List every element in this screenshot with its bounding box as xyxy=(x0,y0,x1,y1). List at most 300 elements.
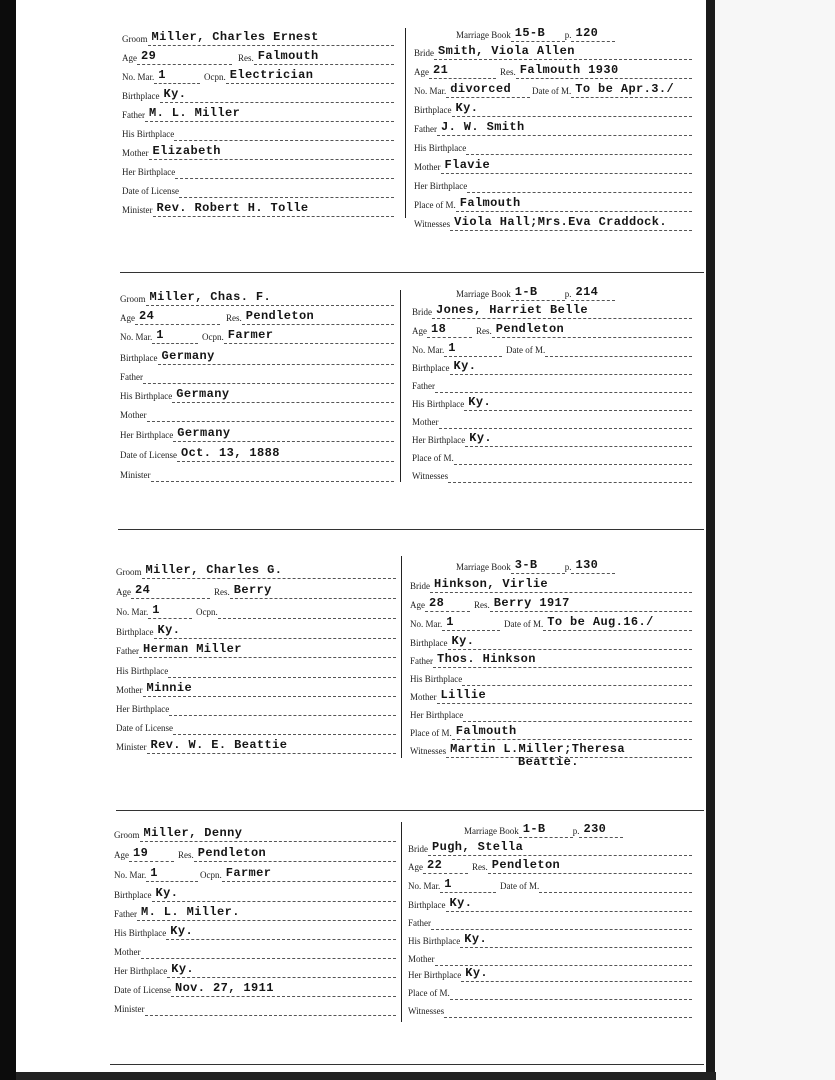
column-divider xyxy=(400,290,401,482)
res-label: Res. xyxy=(178,850,194,860)
groom-her-birthplace: Germany xyxy=(173,426,394,442)
groom-res: Pendleton xyxy=(242,309,394,325)
bride-res: Falmouth 1930 xyxy=(516,63,692,79)
no-mar-label: No. Mar. xyxy=(412,345,445,355)
bride-mother xyxy=(439,413,693,429)
groom-date-of-license: Oct. 13, 1888 xyxy=(177,446,394,462)
groom-label: Groom xyxy=(114,830,140,840)
mother-field xyxy=(410,688,692,704)
marriage-book-field xyxy=(464,822,623,838)
bride-name: Smith, Viola Allen xyxy=(434,44,692,60)
age-label: Age xyxy=(410,600,425,610)
age-label: Age xyxy=(120,313,135,323)
his-birthplace-field xyxy=(114,924,396,940)
father-field xyxy=(122,106,394,122)
bride-name: Jones, Harriet Belle xyxy=(432,303,692,319)
bride-label: Bride xyxy=(414,48,434,58)
bride-no-mar: 1 xyxy=(444,341,502,357)
date-of-license-field xyxy=(122,182,394,198)
age-label: Age xyxy=(414,67,429,77)
father-label: Father xyxy=(414,124,437,134)
marriage-book-label: Marriage Book xyxy=(456,289,511,299)
mother-label: Mother xyxy=(408,954,435,964)
father-label: Father xyxy=(116,646,139,656)
minister-label: Minister xyxy=(120,470,151,480)
witnesses-label: Witnesses xyxy=(414,219,451,229)
his-birthplace-label: His Birthplace xyxy=(116,666,169,676)
marriage-book-page: 120 xyxy=(571,26,615,42)
bride-her-birthplace: Ky. xyxy=(465,431,692,447)
his-birthplace-field xyxy=(120,387,394,403)
groom-no-mar: 1 xyxy=(146,866,198,882)
his-birthplace-label: His Birthplace xyxy=(122,129,175,139)
date-of-m-label: Date of M. xyxy=(532,86,572,96)
bride-field xyxy=(414,44,692,60)
birthplace-field xyxy=(408,896,692,912)
groom-no-mar: 1 xyxy=(148,603,192,619)
bride-age: 21 xyxy=(429,63,496,79)
column-divider xyxy=(401,822,402,1022)
scan-right-margin xyxy=(715,0,835,1080)
res-field xyxy=(500,63,692,79)
scan-edge-right xyxy=(706,0,715,1080)
birthplace-label: Birthplace xyxy=(116,627,154,637)
age-label: Age xyxy=(412,326,427,336)
father-label: Father xyxy=(412,381,435,391)
groom-date-of-license: Nov. 27, 1911 xyxy=(171,981,396,997)
father-field xyxy=(414,120,692,136)
groom-mother: Elizabeth xyxy=(149,144,395,160)
groom-date-of-license xyxy=(179,182,394,198)
card-divider xyxy=(116,810,704,811)
res-label: Res. xyxy=(214,587,230,597)
his-birthplace-label: His Birthplace xyxy=(414,143,467,153)
bride-res: Berry 1917 xyxy=(490,596,692,612)
no-mar-field xyxy=(120,328,198,344)
date-of-m-label: Date of M. xyxy=(504,619,544,629)
groom-mother xyxy=(147,406,395,422)
groom-minister xyxy=(151,466,395,482)
mother-label: Mother xyxy=(120,410,147,420)
groom-father xyxy=(143,368,394,384)
bride-mother xyxy=(435,950,693,966)
witnesses-label: Witnesses xyxy=(410,746,447,756)
place-of-m-label: Place of M. xyxy=(408,988,450,998)
groom-her-birthplace xyxy=(169,700,396,716)
her-birthplace-field xyxy=(412,431,692,447)
age-label: Age xyxy=(122,53,137,63)
age-field xyxy=(122,49,232,65)
page-label: p. xyxy=(564,562,572,572)
groom-his-birthplace: Germany xyxy=(172,387,394,403)
res-field xyxy=(214,583,396,599)
no-mar-field xyxy=(408,877,496,893)
date-of-m-label: Date of M. xyxy=(500,881,540,891)
age-field xyxy=(410,596,470,612)
bride-witnesses xyxy=(444,1002,692,1018)
bride-date-of-m: To be Aug.16./ xyxy=(543,615,692,631)
groom-field xyxy=(116,563,396,579)
mother-label: Mother xyxy=(412,417,439,427)
no-mar-label: No. Mar. xyxy=(116,607,149,617)
age-field xyxy=(408,858,468,874)
bride-age: 22 xyxy=(423,858,468,874)
minister-field xyxy=(120,466,394,482)
her-birthplace-field xyxy=(120,426,394,442)
res-field xyxy=(474,596,692,612)
res-label: Res. xyxy=(238,53,254,63)
place-of-m-field xyxy=(414,196,692,212)
bride-place-of-m xyxy=(454,449,692,465)
date-of-m-field xyxy=(506,341,692,357)
witnesses-field xyxy=(408,1002,692,1018)
groom-label: Groom xyxy=(122,34,148,44)
birthplace-label: Birthplace xyxy=(114,890,152,900)
her-birthplace-field xyxy=(114,962,396,978)
groom-date-of-license xyxy=(173,719,396,735)
marriage-book-field xyxy=(456,26,615,42)
bride-res: Pendleton xyxy=(488,858,692,874)
age-label: Age xyxy=(116,587,131,597)
birthplace-field xyxy=(120,349,394,365)
no-mar-label: No. Mar. xyxy=(114,870,147,880)
bride-label: Bride xyxy=(412,307,432,317)
no-mar-field xyxy=(412,341,502,357)
minister-field xyxy=(122,201,394,217)
place-of-m-field xyxy=(408,984,692,1000)
her-birthplace-label: Her Birthplace xyxy=(122,167,176,177)
groom-label: Groom xyxy=(120,294,146,304)
groom-ocpn xyxy=(218,603,396,619)
no-mar-label: No. Mar. xyxy=(122,72,155,82)
bride-her-birthplace: Ky. xyxy=(461,966,692,982)
groom-father: Herman Miller xyxy=(139,642,396,658)
bride-no-mar: 1 xyxy=(440,877,496,893)
res-field xyxy=(238,49,394,65)
res-field xyxy=(226,309,394,325)
groom-res: Berry xyxy=(230,583,396,599)
father-field xyxy=(410,652,692,668)
minister-label: Minister xyxy=(114,1004,145,1014)
marriage-book-label: Marriage Book xyxy=(464,826,519,836)
age-field xyxy=(120,309,220,325)
bride-father: Thos. Hinkson xyxy=(433,652,692,668)
ocpn-label: Ocpn. xyxy=(200,870,222,880)
marriage-book-field xyxy=(456,558,615,574)
her-birthplace-label: Her Birthplace xyxy=(410,710,464,720)
res-field xyxy=(476,322,692,338)
her-birthplace-field xyxy=(122,163,394,179)
groom-field xyxy=(114,826,396,842)
groom-ocpn: Farmer xyxy=(224,328,394,344)
date-of-license-label: Date of License xyxy=(114,985,171,995)
his-birthplace-label: His Birthplace xyxy=(412,399,465,409)
groom-minister xyxy=(145,1000,397,1016)
groom-minister: Rev. Robert H. Tolle xyxy=(153,201,395,217)
place-of-m-field xyxy=(410,724,692,740)
res-label: Res. xyxy=(472,862,488,872)
bride-name: Hinkson, Virlie xyxy=(430,577,692,593)
birthplace-field xyxy=(412,359,692,375)
res-label: Res. xyxy=(500,67,516,77)
groom-ocpn: Farmer xyxy=(222,866,396,882)
page-label: p. xyxy=(572,826,580,836)
marriage-book-number: 3-B xyxy=(511,558,565,574)
his-birthplace-label: His Birthplace xyxy=(408,936,461,946)
groom-mother xyxy=(141,943,397,959)
marriage-book-number: 15-B xyxy=(511,26,565,42)
groom-field xyxy=(122,30,394,46)
mother-field xyxy=(120,406,394,422)
bride-res: Pendleton xyxy=(492,322,692,338)
father-label: Father xyxy=(122,110,145,120)
age-field xyxy=(116,583,210,599)
bride-no-mar: divorced xyxy=(446,82,530,98)
father-label: Father xyxy=(120,372,143,382)
age-label: Age xyxy=(408,862,423,872)
groom-ocpn: Electrician xyxy=(226,68,394,84)
mother-field xyxy=(408,950,692,966)
scan-edge-left xyxy=(0,0,16,1080)
ocpn-label: Ocpn. xyxy=(196,607,218,617)
bride-father xyxy=(435,377,692,393)
scan-edge-bottom xyxy=(16,1072,716,1080)
bride-witnesses: Martin L.Miller;Theresa xyxy=(446,742,692,758)
groom-no-mar: 1 xyxy=(154,68,200,84)
marriage-book-label: Marriage Book xyxy=(456,30,511,40)
no-mar-label: No. Mar. xyxy=(408,881,441,891)
birthplace-field xyxy=(114,886,396,902)
no-mar-field xyxy=(414,82,530,98)
bride-father xyxy=(431,914,692,930)
ocpn-field xyxy=(202,328,394,344)
no-mar-field xyxy=(410,615,500,631)
date-of-license-field xyxy=(116,719,396,735)
groom-father: M. L. Miller xyxy=(145,106,394,122)
bride-label: Bride xyxy=(408,844,428,854)
mother-label: Mother xyxy=(116,685,143,695)
date-of-license-field xyxy=(114,981,396,997)
witnesses-field xyxy=(412,467,692,483)
bride-date-of-m: To be Apr.3./ xyxy=(571,82,692,98)
date-of-m-field xyxy=(532,82,692,98)
father-label: Father xyxy=(114,909,137,919)
age-label: Age xyxy=(114,850,129,860)
father-field xyxy=(114,905,396,921)
page-label: p. xyxy=(564,289,572,299)
groom-her-birthplace xyxy=(175,163,394,179)
groom-age: 29 xyxy=(137,49,232,65)
marriage-book-field xyxy=(456,285,615,301)
ocpn-label: Ocpn. xyxy=(202,332,224,342)
her-birthplace-label: Her Birthplace xyxy=(414,181,468,191)
bride-date-of-m xyxy=(539,877,692,893)
mother-label: Mother xyxy=(414,162,441,172)
father-field xyxy=(116,642,396,658)
groom-birthplace: Germany xyxy=(158,349,395,365)
ocpn-label: Ocpn. xyxy=(204,72,226,82)
age-field xyxy=(414,63,496,79)
mother-field xyxy=(414,158,692,174)
mother-field xyxy=(116,681,396,697)
her-birthplace-field xyxy=(408,966,692,982)
ocpn-field xyxy=(196,603,396,619)
his-birthplace-label: His Birthplace xyxy=(410,674,463,684)
bride-his-birthplace: Ky. xyxy=(460,932,692,948)
her-birthplace-label: Her Birthplace xyxy=(412,435,466,445)
father-field xyxy=(120,368,394,384)
res-label: Res. xyxy=(226,313,242,323)
date-of-license-label: Date of License xyxy=(122,186,179,196)
bride-his-birthplace xyxy=(462,670,692,686)
bride-birthplace: Ky. xyxy=(448,634,693,650)
bride-label: Bride xyxy=(410,581,430,591)
groom-name: Miller, Chas. F. xyxy=(146,290,395,306)
card-divider xyxy=(110,1064,704,1065)
his-birthplace-label: His Birthplace xyxy=(120,391,173,401)
no-mar-label: No. Mar. xyxy=(414,86,447,96)
witnesses-label: Witnesses xyxy=(412,471,449,481)
ocpn-field xyxy=(200,866,396,882)
birthplace-label: Birthplace xyxy=(412,363,450,373)
bride-mother: Flavie xyxy=(441,158,693,174)
his-birthplace-field xyxy=(414,139,692,155)
date-of-license-field xyxy=(120,446,394,462)
mother-field xyxy=(114,943,396,959)
bride-place-of-m: Falmouth xyxy=(452,724,692,740)
father-label: Father xyxy=(410,656,433,666)
groom-label: Groom xyxy=(116,567,142,577)
groom-his-birthplace xyxy=(168,662,396,678)
father-label: Father xyxy=(408,918,431,928)
age-field xyxy=(412,322,472,338)
bride-place-of-m: Falmouth xyxy=(456,196,692,212)
groom-father: M. L. Miller. xyxy=(137,905,396,921)
birthplace-field xyxy=(410,634,692,650)
marriage-book-label: Marriage Book xyxy=(456,562,511,572)
no-mar-field xyxy=(116,603,192,619)
card-divider xyxy=(118,529,704,530)
bride-birthplace: Ky. xyxy=(446,896,693,912)
bride-his-birthplace xyxy=(466,139,692,155)
res-field xyxy=(178,846,396,862)
her-birthplace-label: Her Birthplace xyxy=(114,966,168,976)
bride-her-birthplace xyxy=(467,177,692,193)
his-birthplace-field xyxy=(116,662,396,678)
witnesses-label: Witnesses xyxy=(408,1006,445,1016)
groom-birthplace: Ky. xyxy=(160,87,395,103)
her-birthplace-label: Her Birthplace xyxy=(116,704,170,714)
birthplace-label: Birthplace xyxy=(414,105,452,115)
bride-field xyxy=(408,840,692,856)
page-label: p. xyxy=(564,30,572,40)
groom-birthplace: Ky. xyxy=(152,886,397,902)
birthplace-label: Birthplace xyxy=(410,638,448,648)
date-of-m-field xyxy=(500,877,692,893)
groom-mother: Minnie xyxy=(143,681,397,697)
birthplace-label: Birthplace xyxy=(408,900,446,910)
groom-no-mar: 1 xyxy=(152,328,198,344)
date-of-license-label: Date of License xyxy=(116,723,173,733)
his-birthplace-field xyxy=(410,670,692,686)
birthplace-label: Birthplace xyxy=(120,353,158,363)
card-divider xyxy=(120,272,704,273)
column-divider xyxy=(405,28,406,218)
groom-age: 19 xyxy=(129,846,174,862)
bride-no-mar: 1 xyxy=(442,615,500,631)
place-of-m-label: Place of M. xyxy=(414,200,456,210)
date-of-license-label: Date of License xyxy=(120,450,177,460)
groom-age: 24 xyxy=(135,309,220,325)
witnesses-continued: Beattie. xyxy=(518,755,579,769)
column-divider xyxy=(401,556,402,758)
groom-minister: Rev. W. E. Beattie xyxy=(147,738,397,754)
marriage-book-page: 214 xyxy=(571,285,615,301)
bride-father: J. W. Smith xyxy=(437,120,692,136)
minister-label: Minister xyxy=(116,742,147,752)
marriage-book-number: 1-B xyxy=(511,285,565,301)
groom-birthplace: Ky. xyxy=(154,623,397,639)
groom-field xyxy=(120,290,394,306)
bride-his-birthplace: Ky. xyxy=(464,395,692,411)
mother-label: Mother xyxy=(122,148,149,158)
groom-res: Pendleton xyxy=(194,846,396,862)
place-of-m-label: Place of M. xyxy=(412,453,454,463)
his-birthplace-field xyxy=(408,932,692,948)
bride-mother: Lillie xyxy=(437,688,693,704)
bride-field xyxy=(410,577,692,593)
bride-witnesses xyxy=(448,467,692,483)
birthplace-field xyxy=(414,101,692,117)
bride-name: Pugh, Stella xyxy=(428,840,692,856)
no-mar-label: No. Mar. xyxy=(410,619,443,629)
place-of-m-field xyxy=(412,449,692,465)
date-of-m-label: Date of M. xyxy=(506,345,546,355)
res-label: Res. xyxy=(474,600,490,610)
marriage-book-number: 1-B xyxy=(519,822,573,838)
bride-date-of-m xyxy=(545,341,692,357)
minister-label: Minister xyxy=(122,205,153,215)
groom-name: Miller, Denny xyxy=(140,826,397,842)
bride-place-of-m xyxy=(450,984,692,1000)
birthplace-field xyxy=(122,87,394,103)
date-of-m-field xyxy=(504,615,692,631)
groom-name: Miller, Charles Ernest xyxy=(148,30,395,46)
age-field xyxy=(114,846,174,862)
minister-field xyxy=(116,738,396,754)
bride-birthplace: Ky. xyxy=(450,359,693,375)
res-label: Res. xyxy=(476,326,492,336)
place-of-m-label: Place of M. xyxy=(410,728,452,738)
ocpn-field xyxy=(204,68,394,84)
no-mar-field xyxy=(114,866,198,882)
bride-her-birthplace xyxy=(463,706,692,722)
minister-field xyxy=(114,1000,396,1016)
her-birthplace-label: Her Birthplace xyxy=(120,430,174,440)
marriage-book-page: 230 xyxy=(579,822,623,838)
bride-age: 18 xyxy=(427,322,472,338)
birthplace-field xyxy=(116,623,396,639)
bride-age: 28 xyxy=(425,596,470,612)
her-birthplace-label: Her Birthplace xyxy=(408,970,462,980)
groom-her-birthplace: Ky. xyxy=(167,962,396,978)
her-birthplace-field xyxy=(414,177,692,193)
father-field xyxy=(412,377,692,393)
his-birthplace-field xyxy=(122,125,394,141)
his-birthplace-label: His Birthplace xyxy=(114,928,167,938)
father-field xyxy=(408,914,692,930)
bride-witnesses: Viola Hall;Mrs.Eva Craddock. xyxy=(450,215,692,231)
